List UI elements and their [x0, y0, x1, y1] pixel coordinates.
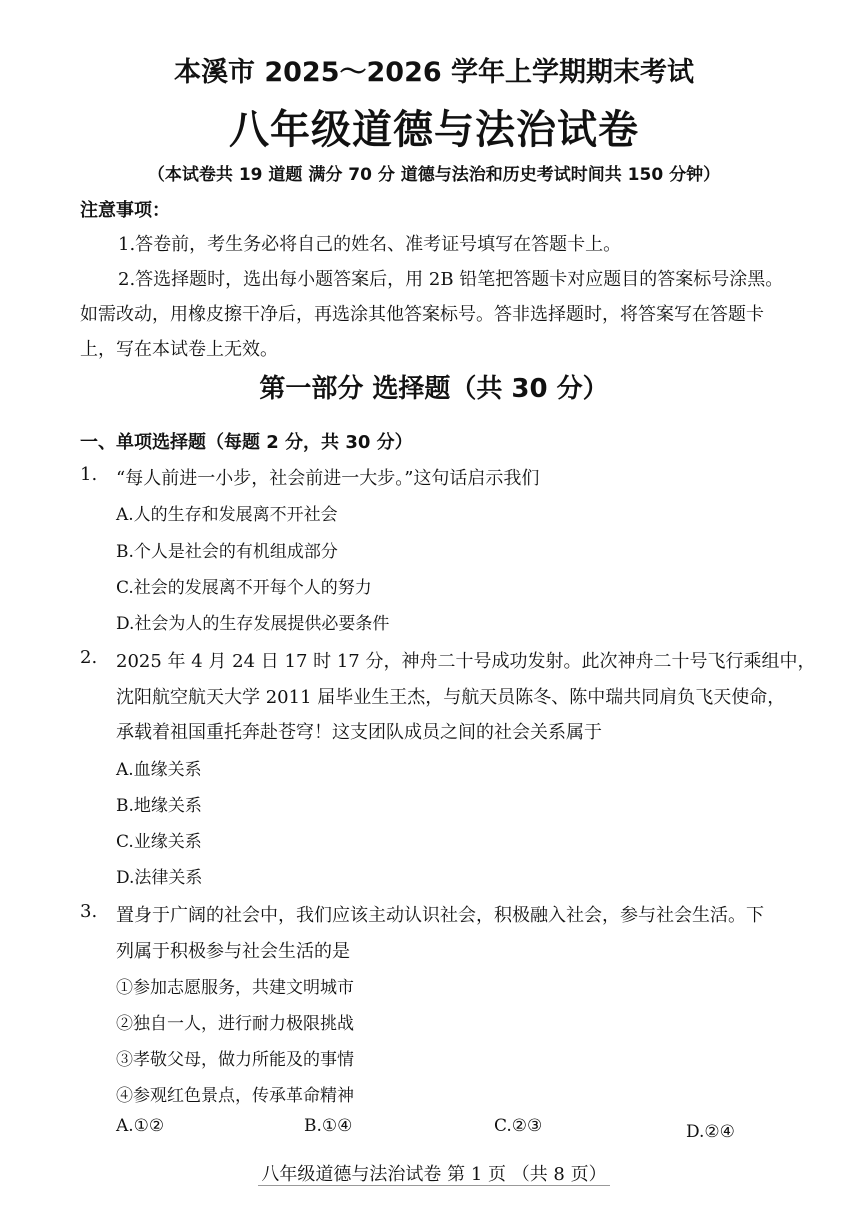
option-b: B.个人是社会的有机组成部分 — [116, 542, 338, 562]
question-stem-line-2: 列属于积极参与社会生活的是 — [116, 941, 350, 962]
paper-title: 八年级道德与法治试卷 — [229, 107, 639, 153]
notice-heading: 注意事项： — [80, 200, 170, 221]
option-d: D.②④ — [686, 1122, 735, 1142]
option-d: D.社会为人的生存发展提供必要条件 — [116, 614, 390, 634]
question-stem-line-2: 沈阳航空航天大学 2011 届毕业生王杰，与航天员陈冬、陈中瑞共同肩负飞天使命， — [116, 687, 786, 708]
question-number: 3. — [80, 901, 98, 922]
option-c: C.②③ — [494, 1116, 543, 1136]
option-b: B.①④ — [304, 1116, 353, 1136]
question-stem: “每人前进一小步，社会前进一大步。”这句话启示我们 — [116, 468, 540, 489]
paper-subtitle: （本试卷共 19 道题 满分 70 分 道德与法治和历史考试时间共 150 分钟） — [147, 165, 721, 185]
option-d: D.法律关系 — [116, 868, 203, 888]
statement-3: ③孝敬父母，做力所能及的事情 — [116, 1050, 354, 1070]
option-b: B.地缘关系 — [116, 796, 202, 816]
notice-item-1: 1.答卷前，考生务必将自己的姓名、准考证号填写在答题卡上。 — [118, 234, 622, 255]
notice-item-2-line-1: 2.答选择题时，选出每小题答案后，用 2B 铅笔把答题卡对应题目的答案标号涂黑。 — [118, 269, 784, 290]
question-number: 2. — [80, 647, 98, 668]
part-heading: 第一部分 选择题（共 30 分） — [259, 374, 609, 404]
exam-title: 本溪市 2025～2026 学年上学期期末考试 — [173, 57, 695, 88]
option-c: C.业缘关系 — [116, 832, 202, 852]
page-footer: 八年级道德与法治试卷 第 1 页 （共 8 页） — [261, 1164, 607, 1185]
notice-item-2-line-2: 如需改动，用橡皮擦干净后，再选涂其他答案标号。答非选择题时，将答案写在答题卡 — [80, 304, 764, 325]
section-heading: 一、单项选择题（每题 2 分，共 30 分） — [80, 432, 413, 453]
question-stem-line-3: 承载着祖国重托奔赴苍穹！这支团队成员之间的社会关系属于 — [116, 722, 602, 743]
question-number: 1. — [80, 464, 98, 485]
notice-item-2-line-3: 上，写在本试卷上无效。 — [80, 339, 278, 360]
question-stem-line-1: 置身于广阔的社会中，我们应该主动认识社会，积极融入社会，参与社会生活。下 — [116, 905, 764, 926]
statement-4: ④参观红色景点，传承革命精神 — [116, 1086, 354, 1106]
footer-divider — [258, 1185, 610, 1186]
statement-1: ①参加志愿服务，共建文明城市 — [116, 978, 354, 998]
option-a: A.①② — [116, 1116, 165, 1136]
option-c: C.社会的发展离不开每个人的努力 — [116, 578, 372, 598]
question-stem-line-1: 2025 年 4 月 24 日 17 时 17 分，神舟二十号成功发射。此次神舟二十号飞行乘组中， — [116, 651, 816, 672]
option-a: A.血缘关系 — [116, 760, 202, 780]
option-a: A.人的生存和发展离不开社会 — [116, 505, 338, 525]
statement-2: ②独自一人，进行耐力极限挑战 — [116, 1014, 354, 1034]
